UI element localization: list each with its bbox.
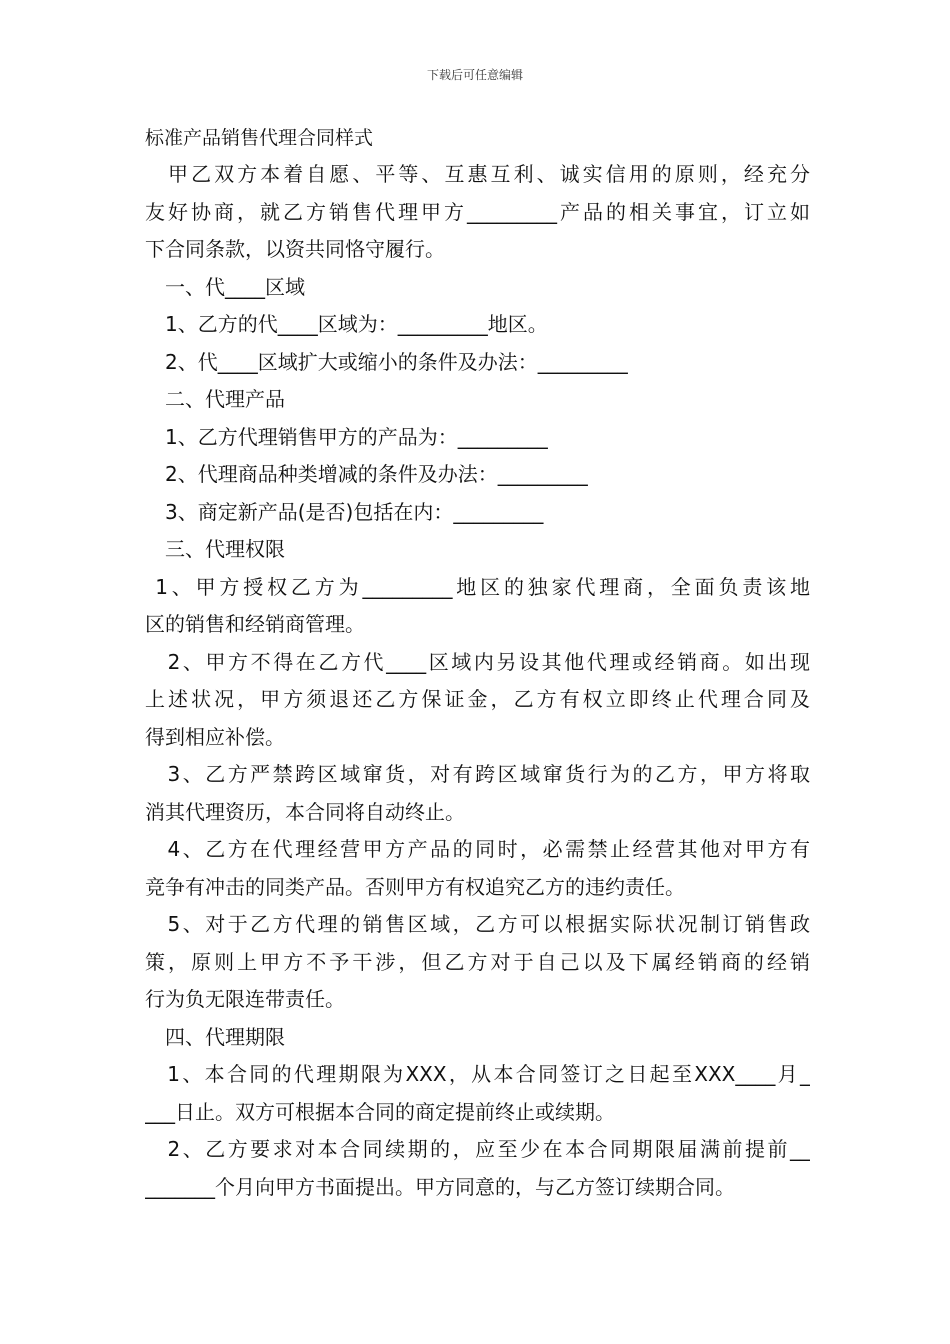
contract-line: 区的销售和经销商管理。 xyxy=(145,612,365,636)
contract-body xyxy=(145,120,810,1206)
page-header: 下载后可任意编辑 xyxy=(426,68,523,82)
contract-line: 行为负无限连带责任。 xyxy=(145,987,345,1011)
contract-line: ___日止。双方可根据本合同的商定提前终止或续期。 xyxy=(145,1099,615,1124)
contract-line: 5、对于乙方代理的销售区域，乙方可以根据实际状况制订销售政 xyxy=(145,912,810,936)
contract-line: 2、代理商品种类增减的条件及办法：_________ xyxy=(145,462,588,486)
contract-line: 甲乙双方本着自愿、平等、互惠互利、诚实信用的原则，经充分 xyxy=(145,162,810,186)
contract-line: 4、乙方在代理经营甲方产品的同时，必需禁止经营其他对甲方有 xyxy=(145,837,810,861)
contract-line: 三、代理权限 xyxy=(145,537,285,561)
contract-line: 下合同条款，以资共同恪守履行。 xyxy=(145,237,445,261)
contract-line: 2、代____区域扩大或缩小的条件及办法：_________ xyxy=(145,349,628,374)
contract-line: 3、乙方严禁跨区域窜货，对有跨区域窜货行为的乙方，甲方将取 xyxy=(145,762,810,786)
contract-line: 策，原则上甲方不予干涉，但乙方对于自己以及下属经销商的经销 xyxy=(145,949,810,974)
contract-line: 一、代____区域 xyxy=(145,274,305,299)
contract-line: 消其代理资历，本合同将自动终止。 xyxy=(145,799,465,824)
contract-line: 3、商定新产品(是否)包括在内：_________ xyxy=(145,499,544,524)
contract-line: 1、甲方授权乙方为_________地区的独家代理商，全面负责该地 xyxy=(145,574,810,599)
contract-text xyxy=(145,156,810,1206)
contract-line: 四、代理期限 xyxy=(145,1024,285,1049)
contract-line: 二、代理产品 xyxy=(145,387,285,411)
contract-line: 2、乙方要求对本合同续期的，应至少在本合同期限届满前提前__ xyxy=(145,1137,810,1161)
contract-line: 1、本合同的代理期限为XXX，从本合同签订之日起至XXX____月_ xyxy=(145,1062,810,1086)
contract-line: 得到相应补偿。 xyxy=(145,724,285,749)
contract-line: 1、乙方的代____区域为：_________地区。 xyxy=(145,312,548,336)
contract-line: 2、甲方不得在乙方代____区域内另设其他代理或经销商。如出现 xyxy=(145,649,810,674)
contract-line: 竞争有冲击的同类产品。否则甲方有权追究乙方的违约责任。 xyxy=(145,874,685,899)
contract-line: _______个月向甲方书面提出。甲方同意的，与乙方签订续期合同。 xyxy=(145,1174,735,1199)
document-title: 标准产品销售代理合同样式 xyxy=(145,127,374,149)
contract-line: 友好协商，就乙方销售代理甲方_________产品的相关事宜，订立如 xyxy=(145,199,810,224)
contract-line: 1、乙方代理销售甲方的产品为：_________ xyxy=(145,424,548,449)
contract-line: 上述状况，甲方须退还乙方保证金，乙方有权立即终止代理合同及 xyxy=(145,687,810,711)
